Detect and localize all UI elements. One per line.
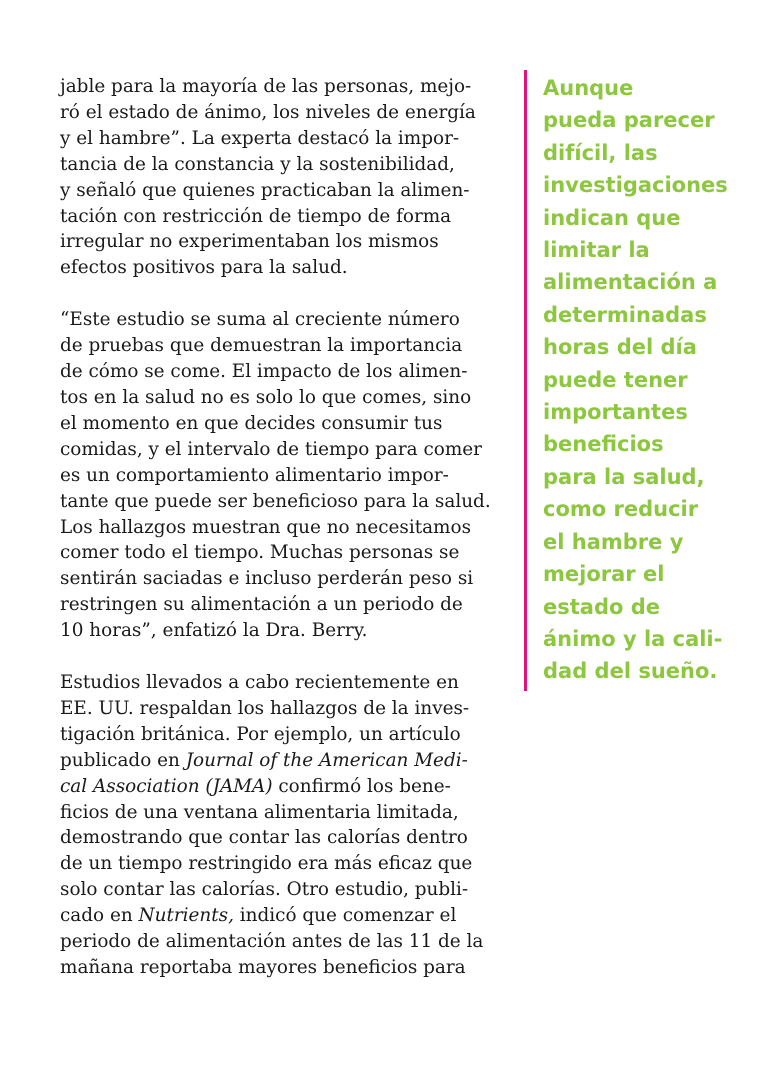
journal-title: cal Association (JAMA) bbox=[60, 775, 273, 797]
pull-quote-line: alimentación a bbox=[543, 270, 718, 295]
text-line: jable para la mayoría de las personas, mejo- bbox=[60, 76, 472, 97]
text-line: el momento en que decides consumir tus bbox=[60, 412, 443, 434]
pull-quote-line: para la salud, bbox=[543, 464, 705, 489]
text-line: de pruebas que demuestran la importancia bbox=[60, 335, 463, 357]
pull-quote-line: determinadas bbox=[543, 302, 707, 327]
pull-quote-line: importantes bbox=[543, 400, 688, 425]
text-line: tigación británica. Por ejemplo, un artículo bbox=[60, 723, 461, 745]
text-line: comer todo el tiempo. Muchas personas se bbox=[60, 542, 460, 564]
text-line: restringen su alimentación a un periodo de bbox=[60, 594, 463, 616]
text-line: mañana reportaba mayores beneficios para bbox=[60, 957, 466, 978]
pull-quote-line: como reducir bbox=[543, 497, 699, 522]
text-line: cado en Nutrients, indicó que comenzar el bbox=[60, 905, 457, 927]
text-line: tante que puede ser beneficioso para la salud. bbox=[60, 490, 491, 512]
pull-quote-line: difícil, las bbox=[543, 140, 658, 165]
pull-quote-line: Aunque bbox=[543, 76, 634, 100]
text-line: y el hambre”. La experta destacó la impor- bbox=[60, 127, 460, 149]
pull-quote-line: mejorar el bbox=[543, 562, 665, 587]
article-body bbox=[60, 74, 500, 981]
pull-quote-line: horas del día bbox=[543, 335, 697, 360]
journal-title: Nutrients, bbox=[138, 905, 234, 927]
text-line: comidas, y el intervalo de tiempo para comer bbox=[60, 438, 482, 460]
pull-quote-rule bbox=[524, 70, 527, 691]
pull-quote-line: el hambre y bbox=[543, 529, 684, 554]
text-line: efectos positivos para la salud. bbox=[60, 257, 348, 279]
text-line: solo contar las calorías. Otro estudio, publi- bbox=[60, 879, 469, 901]
text-line: “Este estudio se suma al creciente número bbox=[60, 309, 460, 331]
text-line: de cómo se come. El impacto de los alimen- bbox=[60, 361, 468, 383]
text-line: EE. UU. respaldan los hallazgos de la inves- bbox=[60, 697, 470, 719]
text-line: Estudios llevados a cabo recientemente en bbox=[60, 672, 459, 694]
pull-quote-line: dad del sueño. bbox=[543, 659, 718, 684]
text-line: es un comportamiento alimentario impor- bbox=[60, 464, 449, 486]
paragraph-spacer bbox=[60, 281, 500, 307]
text-line: cal Association (JAMA) confirmó los bene- bbox=[60, 775, 451, 797]
pull-quote-line: ánimo y la cali- bbox=[543, 626, 723, 651]
text-line: de un tiempo restringido era más eficaz que bbox=[60, 853, 473, 875]
text-line: tación con restricción de tiempo de forma bbox=[60, 205, 452, 227]
text-line: y señaló que quienes practicaban la alimen- bbox=[60, 179, 470, 201]
pull-quote bbox=[543, 72, 773, 688]
text-line: Los hallazgos muestran que no necesitamos bbox=[60, 516, 472, 538]
pull-quote-line: limitar la bbox=[543, 238, 650, 263]
paragraph-3 bbox=[60, 670, 500, 981]
paragraph-2 bbox=[60, 307, 500, 644]
pull-quote-line: pueda parecer bbox=[543, 108, 715, 133]
pull-quote-line: investigaciones bbox=[543, 173, 728, 198]
text-line: tancia de la constancia y la sostenibilidad, bbox=[60, 153, 455, 175]
paragraph-spacer bbox=[60, 644, 500, 670]
text-line: tos en la salud no es solo lo que comes, sino bbox=[60, 386, 472, 408]
text-line: demostrando que contar las calorías dentro bbox=[60, 827, 468, 849]
paragraph-1 bbox=[60, 74, 500, 281]
pull-quote-line: beneficios bbox=[543, 432, 664, 457]
text-line: irregular no experimentaban los mismos bbox=[60, 231, 439, 253]
text-line: sentirán saciadas e incluso perderán peso si bbox=[60, 568, 474, 590]
pull-quote-line: estado de bbox=[543, 594, 660, 619]
text-line: 10 horas”, enfatizó la Dra. Berry. bbox=[60, 620, 368, 642]
pull-quote-line: indican que bbox=[543, 205, 681, 230]
journal-title: Journal of the American Medi- bbox=[185, 749, 468, 771]
text-line: ró el estado de ánimo, los niveles de energía bbox=[60, 101, 476, 123]
text-line: publicado en Journal of the American Medi- bbox=[60, 749, 468, 771]
text-line: periodo de alimentación antes de las 11 de la bbox=[60, 931, 484, 953]
pull-quote-line: puede tener bbox=[543, 367, 688, 392]
text-line: ficios de una ventana alimentaria limitada, bbox=[60, 801, 459, 823]
